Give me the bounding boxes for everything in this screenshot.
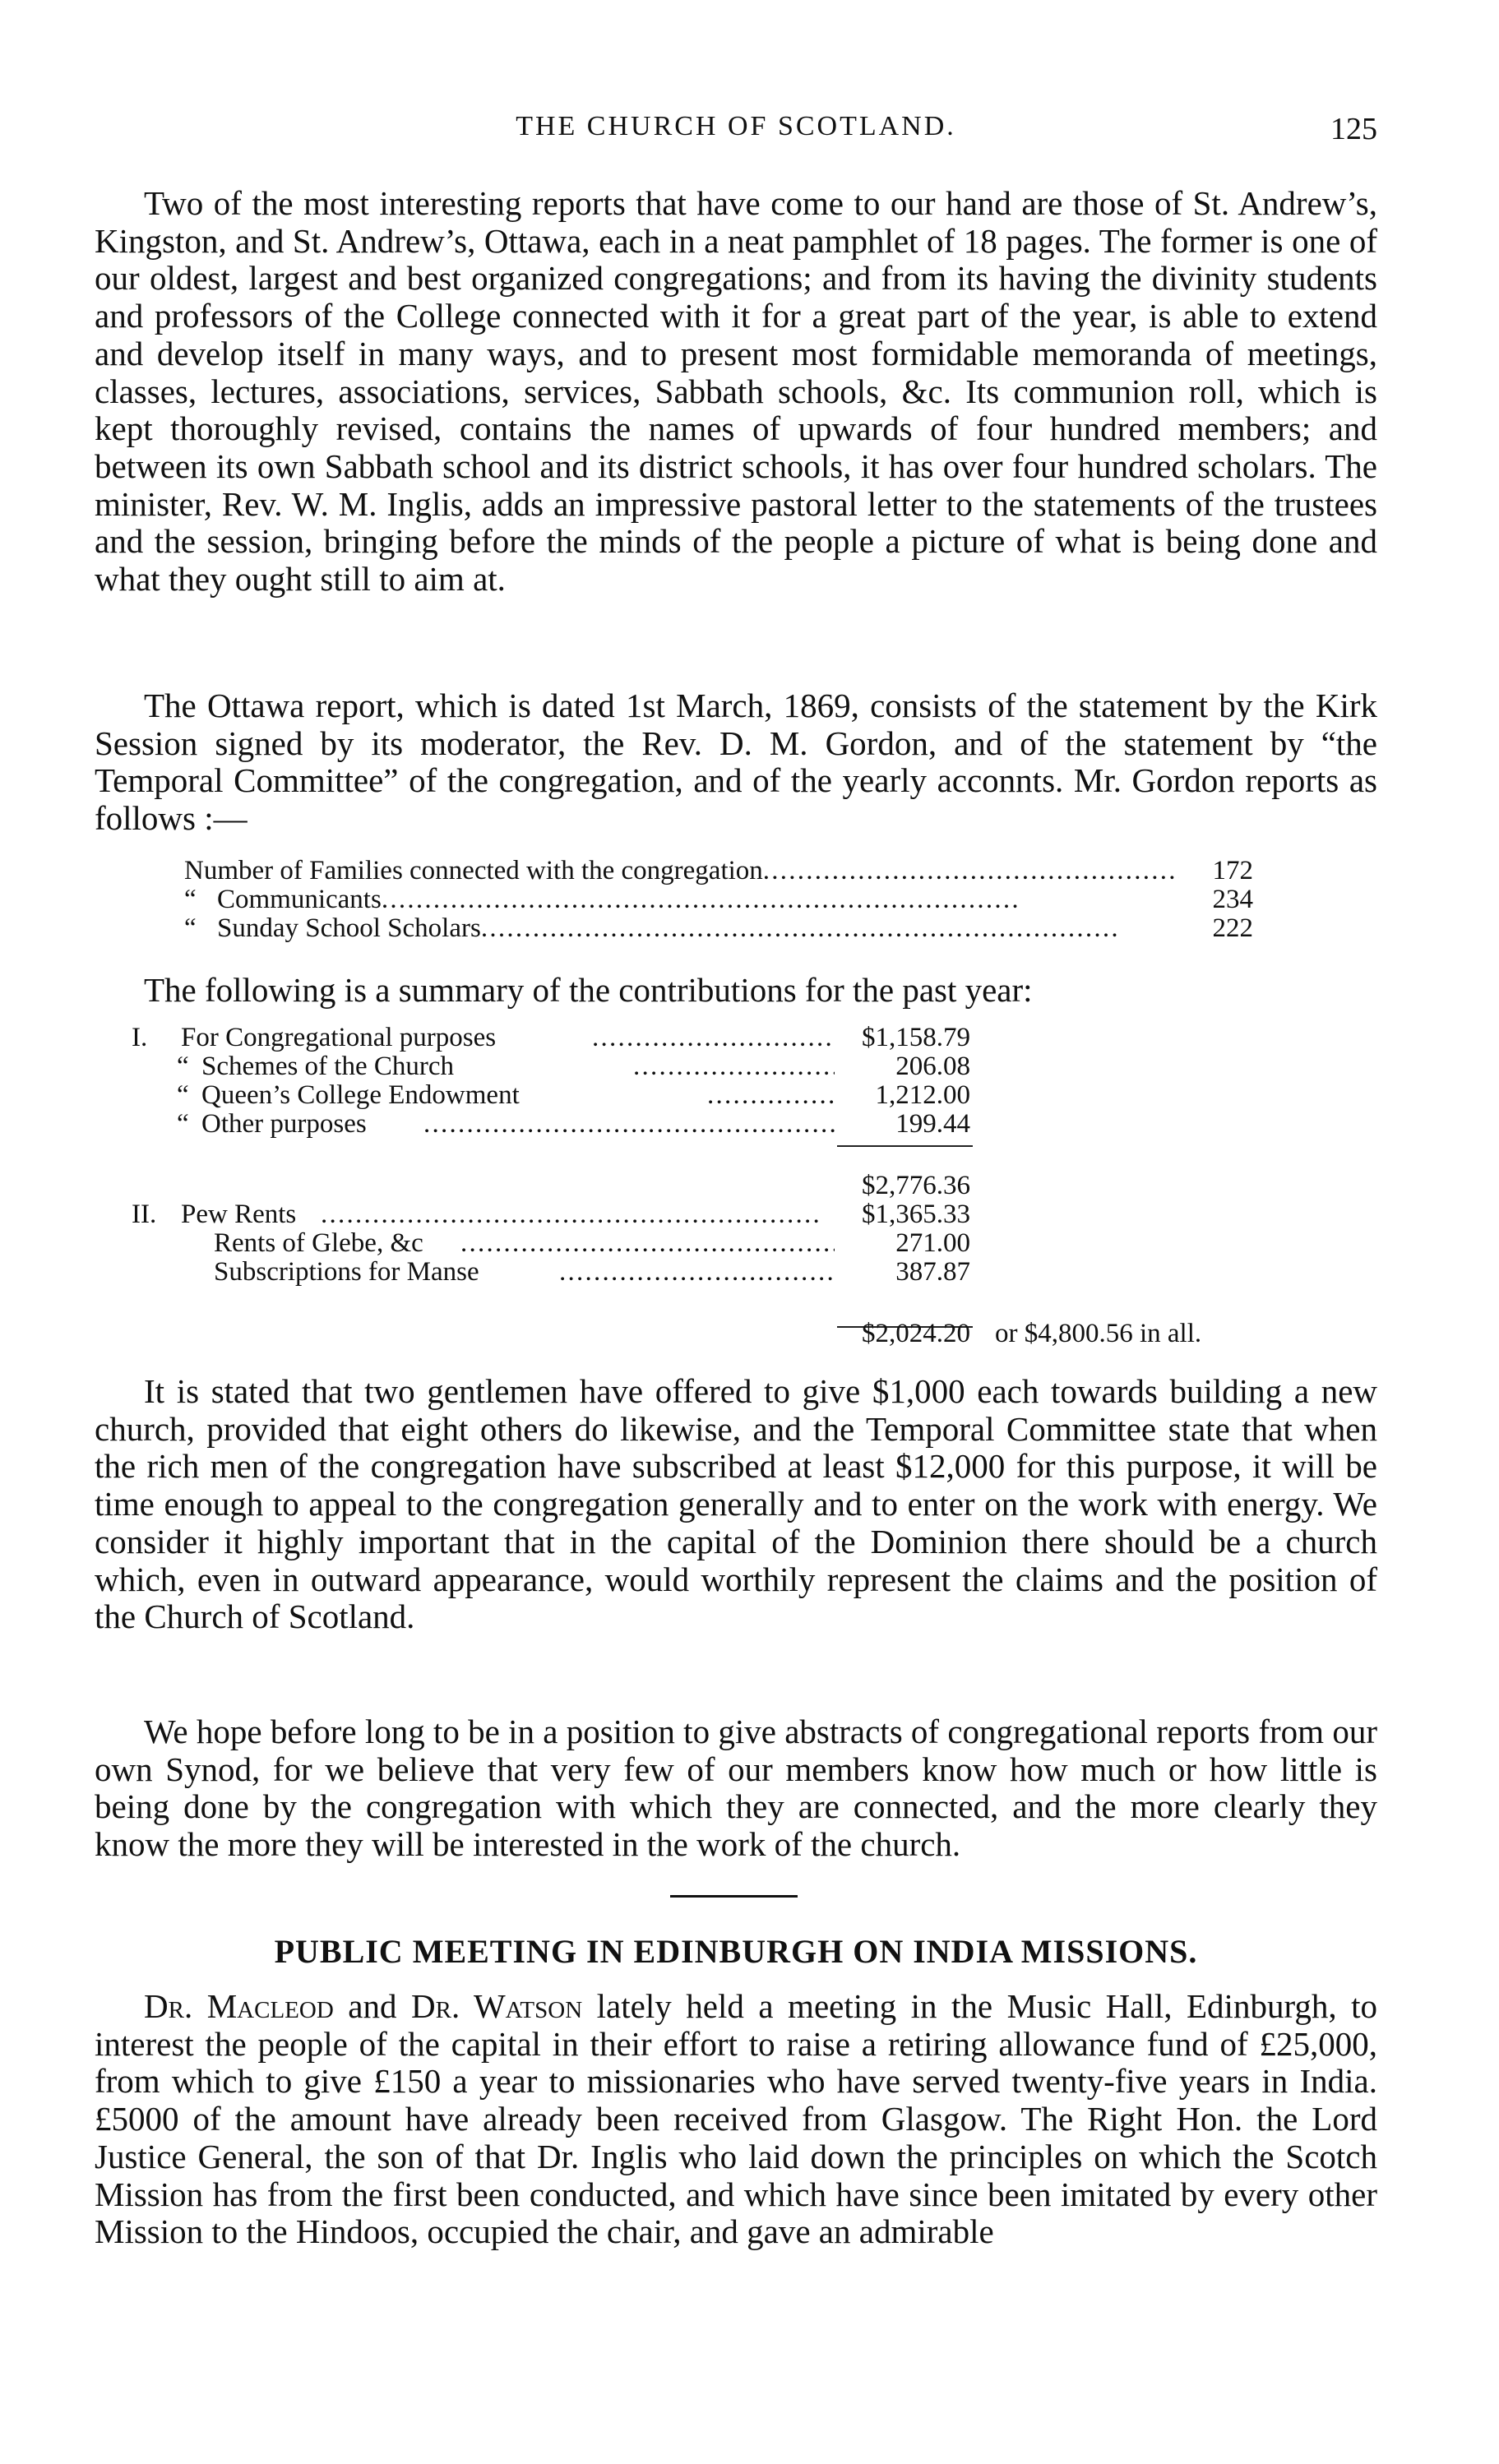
paragraph-text: Two of the most interesting reports that have come to our hand are those of St. Andrew’s, Kingston, and St. Andrew’s, Ottawa, each in a neat pamphlet of 18 pages. The former is one of our oldest, largest and best organized congregations; and from its having the divinity students and professors of the College connected with it for a great part of the year, is able to extend and develop itself in many ways, and to present most formidable memoranda of meetings, classes, lectures, associations, services, Sabbath schools, &c. Its communion roll, which is kept thoroughly revised, contains the names of upwards of four hundred members; and between its own Sabbath school and its district schools, it has over four hundred scholars. The minister, Rev. W. M. Inglis, adds an impressive pastoral letter to the statements of the trustees and the session, bringing before the minds of the people a picture of what is being done and what they ought still to aim at. (95, 184, 1377, 599)
ditto-mark: “ (177, 1109, 189, 1139)
contribution-label: Pew Rents (181, 1200, 297, 1229)
person-name: Dr. Macleod (144, 1987, 334, 2025)
contribution-label: Subscriptions for Manse (214, 1257, 479, 1287)
stat-label: Number of Families connected with the congregation (184, 856, 763, 885)
leader-dots (481, 914, 1179, 943)
congregation-stats (184, 857, 1253, 943)
ditto-mark: “ (184, 913, 197, 943)
page-header (95, 111, 1377, 160)
contribution-row (132, 1110, 1365, 1139)
paragraph-new-church (95, 1373, 1377, 1636)
page-number: 125 (1330, 112, 1377, 146)
leader-dots (382, 885, 1179, 914)
contribution-amount: 1,212.00 (875, 1080, 970, 1110)
section-divider (670, 1895, 798, 1898)
contributions-table (132, 1024, 1365, 1348)
contribution-row (132, 1052, 1365, 1081)
grand-total-note: or $4,800.56 in all. (995, 1319, 1202, 1348)
paragraph-text (95, 1988, 1377, 2251)
stat-row (184, 857, 1253, 885)
ditto-mark: “ (177, 1080, 189, 1110)
ditto-mark: “ (177, 1052, 189, 1081)
section-heading: PUBLIC MEETING IN EDINBURGH ON INDIA MISSIONS. (274, 1933, 1198, 1970)
paragraph-edinburgh-meeting (95, 1988, 1377, 2251)
stat-value: 222 (1212, 913, 1253, 943)
leader-dots (763, 857, 1179, 885)
stat-value: 172 (1212, 856, 1253, 885)
ditto-mark: “ (184, 885, 197, 914)
leader-dots (321, 1200, 835, 1229)
paragraph-text: We hope before long to be in a position to give abstracts of congregational reports from our own Synod, for we believe that very few of our members know how much or how little is being done by the congregation with which they are connected, and the more clearly they know the more they will be interested in the work of the church. (95, 1713, 1377, 1864)
stat-value: 234 (1212, 885, 1253, 914)
contribution-row (132, 1024, 1365, 1052)
paragraph-continuation: lately held a meeting in the Music Hall, Edinburgh, to interest the people of the capital in their effort to raise a retiring allowance fund of £25,000, from which to give £150 a year to missionaries who have served twenty-five years in India. £5000 of the amount have already been received from Glasgow. The Right Hon. the Lord Justice General, the son of that Dr. Inglis who laid down the principles on which the Scotch Mission has from the first been conducted, and which have since been imitated by every other Mission to the Hindoos, occupied the chair, and gave an admirable (95, 1987, 1378, 2251)
running-title: THE CHURCH OF SCOTLAND. (516, 111, 956, 141)
stat-row (184, 885, 1253, 914)
section-numeral: II. (132, 1200, 157, 1229)
paragraph-text: It is stated that two gentlemen have offered to give $1,000 each towards building a new church, provided that eight others do likewise, and the Temporal Committee state that when the rich men of the congregation have subscribed at least $12,000 for this purpose, it will be time enough to appeal to the congregation generally and to enter on the work with energy. We consider it highly important that in the capital of the Dominion there should be a church which, even in outward appearance, would worthily represent the claims and the position of the Church of Scotland. (95, 1372, 1377, 1636)
contribution-row (132, 1258, 1365, 1287)
stat-label: Communicants (217, 885, 382, 914)
contribution-label: Other purposes (201, 1109, 367, 1139)
leader-dots (633, 1052, 835, 1081)
subtotal-row (132, 1172, 1365, 1200)
leader-dots (460, 1229, 835, 1258)
contribution-label: Schemes of the Church (201, 1052, 455, 1081)
subtotal-amount: $2,024.20 (862, 1319, 970, 1348)
contribution-label: Rents of Glebe, &c (214, 1228, 423, 1258)
leader-dots (707, 1081, 835, 1110)
paragraph-text: The Ottawa report, which is dated 1st March, 1869, consists of the statement by the Kirk Session signed by its moderator, the Rev. D. M. Gordon, and of the statement by “the Temporal Committee” of the congregation, and of the yearly acconnts. Mr. Gordon reports as follows :— (95, 686, 1377, 838)
subtotal-amount: $2,776.36 (862, 1171, 970, 1200)
contribution-amount: $1,158.79 (862, 1023, 970, 1052)
contribution-amount: $1,365.33 (862, 1200, 970, 1229)
subtotal-rule (837, 1145, 973, 1147)
contribution-label: Queen’s College Endowment (201, 1080, 520, 1110)
contribution-row (132, 1200, 1365, 1229)
contribution-row (132, 1229, 1365, 1258)
leader-dots (559, 1258, 835, 1287)
paragraph-kingston-report (95, 185, 1377, 599)
summary-intro: The following is a summary of the contributions for the past year: (144, 971, 1033, 1009)
contribution-row (132, 1081, 1365, 1110)
stat-row (184, 914, 1253, 943)
subtotal-row (132, 1320, 1365, 1348)
connector-text: and (333, 1987, 412, 2025)
person-name: Dr. Watson (411, 1987, 583, 2025)
contribution-amount: 387.87 (895, 1257, 970, 1287)
leader-dots (592, 1024, 835, 1052)
paragraph-synod-reports (95, 1713, 1377, 1864)
section-numeral: I. (132, 1023, 148, 1052)
contribution-amount: 199.44 (895, 1109, 970, 1139)
stat-label: Sunday School Scholars (217, 913, 481, 943)
paragraph-ottawa-report (95, 687, 1377, 838)
contribution-label: For Congregational purposes (181, 1023, 497, 1052)
leader-dots (423, 1110, 835, 1139)
contribution-amount: 271.00 (895, 1228, 970, 1258)
contribution-amount: 206.08 (895, 1052, 970, 1081)
